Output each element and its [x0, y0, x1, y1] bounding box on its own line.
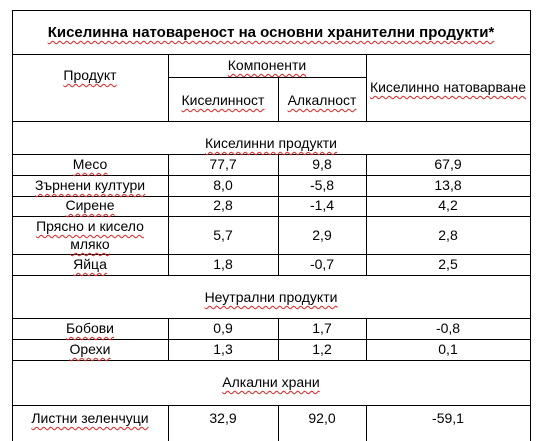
- row-acid-load: 0,1: [438, 341, 458, 357]
- row-product: Месо: [72, 156, 108, 172]
- row-acid-load: 2,5: [438, 256, 458, 272]
- row-acidity: 2,8: [213, 197, 233, 213]
- row-product: Орехи: [69, 341, 111, 357]
- group-title-acidic: Киселинни продукти: [205, 135, 337, 151]
- row-acid-load: 13,8: [434, 177, 462, 193]
- header-alkalinity: Алкалност: [287, 92, 357, 108]
- row-alkalinity: 1,7: [312, 320, 332, 336]
- row-acidity: 1,3: [213, 341, 233, 357]
- row-acidity: 0,9: [213, 320, 233, 336]
- header-acidity: Киселинност: [181, 92, 265, 108]
- row-acid-load: 4,2: [438, 197, 458, 213]
- row-acid-load: 67,9: [434, 156, 462, 172]
- row-acidity: 1,8: [213, 256, 233, 272]
- row-acidity: 77,7: [209, 156, 237, 172]
- row-alkalinity: 9,8: [312, 156, 332, 172]
- row-product: Бобови: [65, 320, 115, 336]
- header-product: Продукт: [63, 67, 117, 83]
- row-product-line2: мляко: [70, 236, 110, 252]
- row-product: Листни зеленчуци: [31, 410, 149, 426]
- row-acid-load: -59,1: [432, 410, 464, 426]
- row-acidity: 5,7: [213, 227, 233, 243]
- header-acid-load: Киселинно натоварване: [369, 79, 527, 95]
- row-alkalinity: 2,9: [312, 227, 332, 243]
- group-title-neutral: Неутрални продукти: [204, 289, 338, 305]
- row-alkalinity: 1,2: [312, 341, 332, 357]
- row-alkalinity: -1,4: [309, 197, 335, 213]
- row-acid-load: -0,8: [435, 320, 461, 336]
- row-alkalinity: -5,8: [309, 177, 335, 193]
- row-product: Зърнени култури: [34, 177, 146, 193]
- row-acidity: 8,0: [213, 177, 233, 193]
- table-title: Киселинна натовареност на основни хранителни продукти*: [47, 24, 495, 41]
- row-product: Яйца: [73, 256, 107, 272]
- group-title-alkaline: Алкални храни: [222, 374, 320, 390]
- row-alkalinity: -0,7: [309, 256, 335, 272]
- row-acidity: 32,9: [209, 410, 237, 426]
- row-acid-load: 2,8: [438, 227, 458, 243]
- row-product: Сирене: [65, 197, 115, 213]
- row-product-line1: Прясно и кисело: [36, 218, 144, 234]
- row-alkalinity: 92,0: [308, 410, 336, 426]
- header-components: Компоненти: [227, 57, 307, 73]
